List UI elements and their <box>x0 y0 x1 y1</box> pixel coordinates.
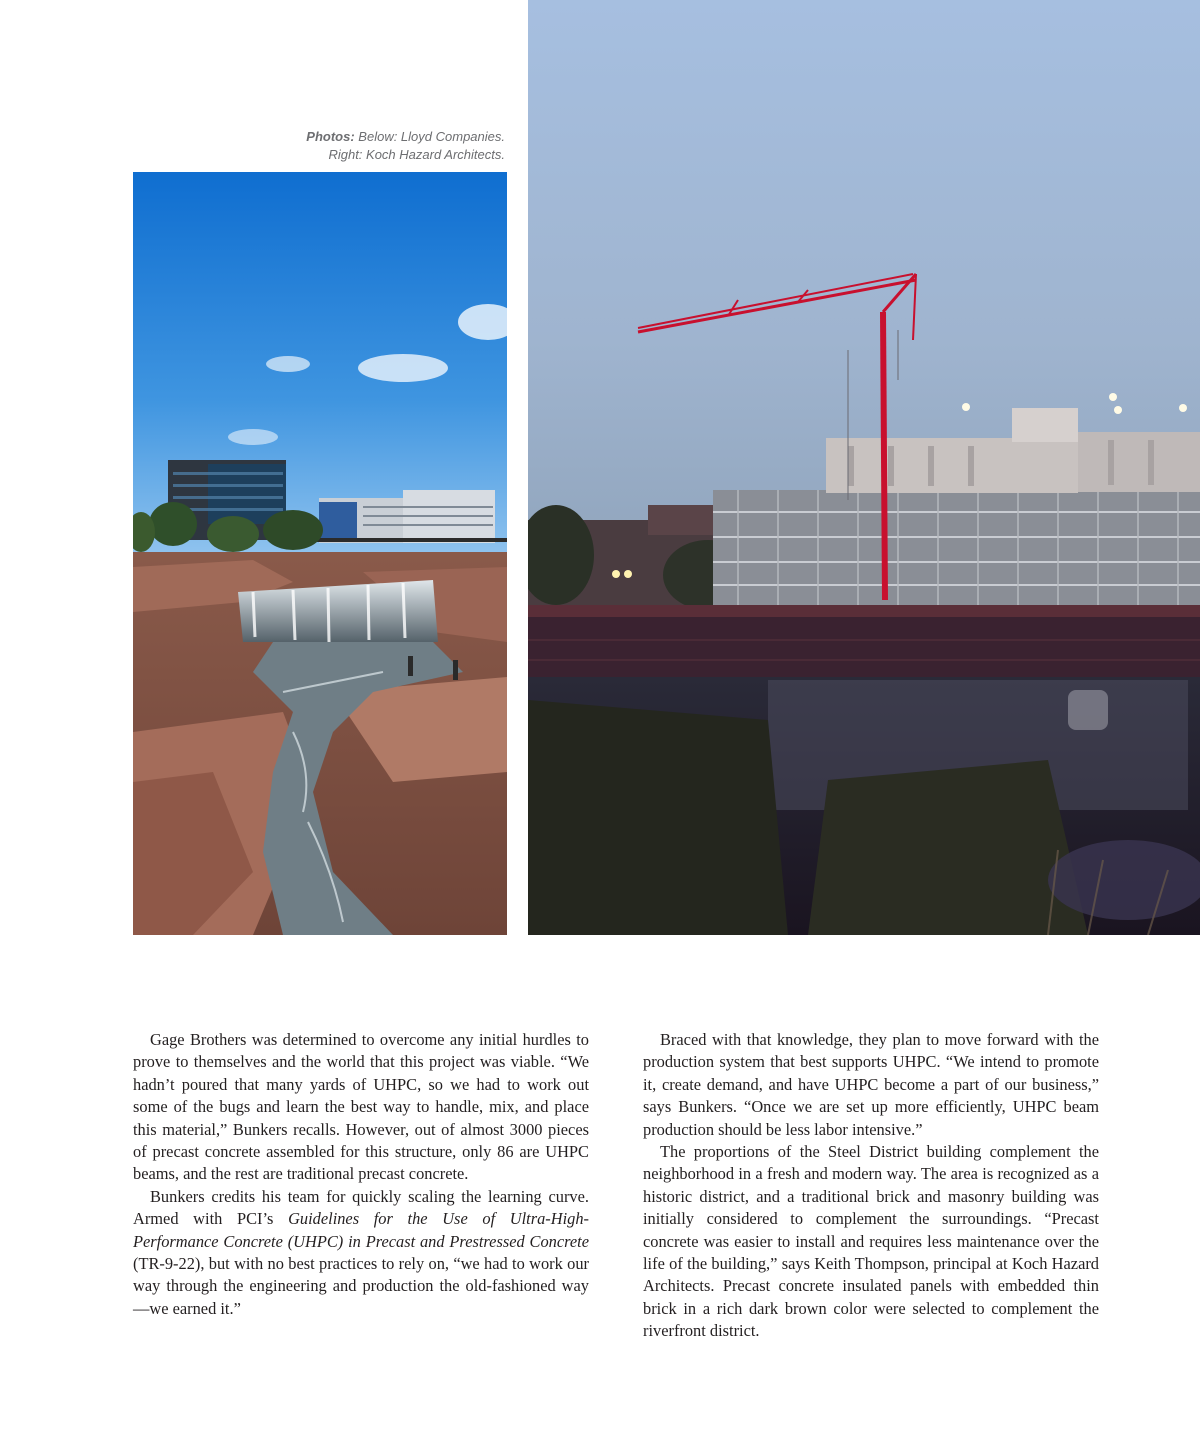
construction-crane-photo <box>528 0 1200 935</box>
paragraph-braced: Braced with that knowledge, they plan to move forward with the production system that best supports UHPC. “We intend to promote it, create demand, and have UHPC become a part of our business,” says Bunkers. “Once we are set up more efficiently, UHPC beam production should be less labor intensive.” <box>643 1030 1099 1139</box>
paragraph-bunkers-credits-end: (TR-9-22), but with no best practices to rely on, “we had to work our way through the engineering and production the old-fashioned way—we earned it.” <box>133 1254 589 1318</box>
photo-credit-label: Photos: <box>306 129 355 144</box>
guidelines-title: Guidelines for the Use of Ultra-High-Performance Concrete (UHPC) in Precast and Prestressed Concrete <box>133 1209 589 1251</box>
paragraph-bunkers-credits-start: Bunkers credits his team for quickly scaling the learning curve. Armed with PCI’s <box>133 1186 589 1229</box>
photo-credit <box>306 128 505 164</box>
construction-illustration <box>528 0 1200 935</box>
article-left-column <box>133 1029 589 1320</box>
photo-credit-line1: Below: Lloyd Companies. <box>358 129 505 144</box>
waterfall-photo <box>133 172 507 935</box>
paragraph-gage-brothers: Gage Brothers was determined to overcome any initial hurdles to prove to themselves and the world that this project was viable. “We hadn’t poured that many yards of UHPC, so we had to work out some of the bugs and learn the best way to handle, mix, and place this material,” Bunkers recalls. However, out of almost 3000 pieces of precast concrete assembled for this structure, only 86 are UHPC beams, and the rest are traditional precast concrete. <box>133 1030 589 1184</box>
article-right-column <box>643 1029 1099 1343</box>
photo-credit-line2: Right: Koch Hazard Architects. <box>328 147 505 162</box>
waterfall-illustration <box>133 172 507 935</box>
paragraph-proportions: The proportions of the Steel District building complement the neighborhood in a fresh and modern way. The area is recognized as a historic district, and a traditional brick and masonry building was initially considered to complement the surroundings. “Precast concrete was easier to install and requires less maintenance over the life of the building,” says Keith Thompson, principal at Koch Hazard Architects. Precast concrete insulated panels with embedded thin brick in a rich dark brown color were selected to complement the riverfront district. <box>643 1142 1099 1341</box>
paragraph-bunkers-credits <box>133 1186 589 1320</box>
